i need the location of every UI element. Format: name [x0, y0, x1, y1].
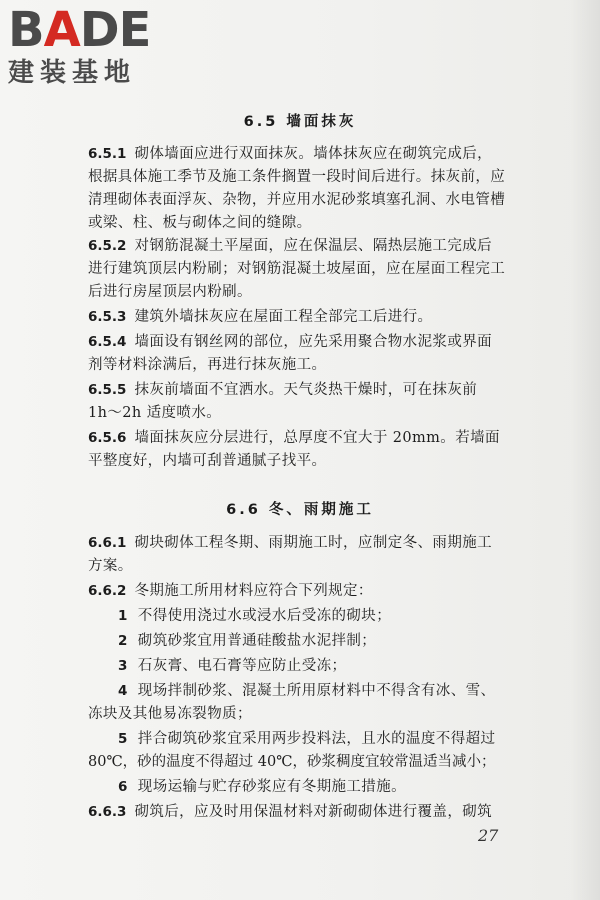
clause-number: 6.5.1 — [88, 146, 127, 162]
bade-logo — [8, 4, 178, 88]
text-line: 剂等材料涂满后，再进行抹灰施工。 — [88, 357, 327, 373]
list-item — [118, 605, 512, 627]
item-text: 砌筑砂浆宜用普通硅酸盐水泥拌制； — [137, 633, 377, 649]
clause-number: 6.5.6 — [88, 430, 127, 446]
logo-letter-b: B — [8, 2, 44, 58]
text-line: 清理砌体表面浮灰、杂物，并应用水泥砂浆填塞孔洞、水电管槽 — [88, 192, 506, 208]
clause-text: 砌体墙面应进行双面抹灰。墙体抹灰应在砌筑完成后， — [134, 146, 493, 162]
clause-text: 建筑外墙抹灰应在屋面工程全部完工后进行。 — [134, 309, 433, 325]
clause-number: 6.6.1 — [88, 535, 127, 551]
item-number: 1 — [118, 608, 128, 624]
clause-text: 砌块砌体工程冬期、雨期施工时，应制定冬、雨期施工 — [134, 535, 493, 551]
clause-number: 6.5.3 — [88, 309, 127, 325]
list-item — [118, 728, 512, 750]
item-text: 拌合砌筑砂浆宜采用两步投料法，且水的温度不得超过 — [137, 731, 496, 747]
clause-text: 墙面抹灰应分层进行，总厚度不宜大于 20mm。若墙面 — [134, 430, 500, 446]
text-line — [88, 532, 512, 554]
text-line: 或梁、柱、板与砌体之间的缝隙。 — [88, 215, 312, 231]
text-line: 后进行房屋顶层内粉刷。 — [88, 284, 252, 300]
text-line — [88, 306, 512, 328]
logo-wordmark — [8, 4, 178, 56]
clause-text: 抹灰前墙面不宜洒水。天气炎热干燥时，可在抹灰前 — [134, 382, 478, 398]
page-edge-shadow — [570, 0, 600, 900]
list-item — [118, 630, 512, 652]
logo-subtitle: 建装基地 — [8, 58, 137, 88]
clause-number: 6.6.3 — [88, 804, 127, 820]
clause-text: 砌筑后，应及时用保温材料对新砌砌体进行覆盖，砌筑 — [134, 804, 493, 820]
text-line: 80℃，砂的温度不得超过 40℃，砂浆稠度宜较常温适当减小； — [88, 754, 496, 770]
item-number: 6 — [118, 779, 128, 795]
text-line: 方案。 — [88, 558, 133, 574]
logo-letters-de: DE — [79, 2, 151, 58]
text-line — [88, 801, 512, 823]
text-line: 根据具体施工季节及施工条件搁置一段时间后进行。抹灰前，应 — [88, 169, 506, 185]
item-number: 4 — [118, 683, 128, 699]
clause-text: 对钢筋混凝土平屋面，应在保温层、隔热层施工完成后 — [134, 238, 493, 254]
clause-number: 6.5.5 — [88, 382, 127, 398]
text-line: 进行建筑顶层内粉刷；对钢筋混凝土坡屋面，应在屋面工程完工 — [88, 261, 506, 277]
section-heading-6-5: 6.5 墙面抹灰 — [243, 114, 357, 130]
item-number: 3 — [118, 658, 128, 674]
text-line: 1h～2h 适度喷水。 — [88, 405, 222, 421]
item-text: 不得使用浇过水或浸水后受冻的砌块； — [137, 608, 392, 624]
clause-text: 冬期施工所用材料应符合下列规定： — [134, 583, 373, 599]
text-line: 冻块及其他易冻裂物质； — [88, 706, 252, 722]
list-item — [118, 776, 512, 798]
text-line: 平整度好，内墙可刮普通腻子找平。 — [88, 453, 327, 469]
list-item — [118, 655, 512, 677]
text-line — [88, 235, 512, 257]
logo-letter-a: A — [43, 2, 80, 58]
clause-number: 6.5.4 — [88, 334, 127, 350]
text-line — [88, 427, 512, 449]
item-number: 5 — [118, 731, 128, 747]
text-line — [88, 331, 512, 353]
item-text: 石灰膏、电石膏等应防止受冻； — [137, 658, 347, 674]
section-heading-6-6: 6.6 冬、雨期施工 — [226, 502, 374, 518]
page-number: 27 — [478, 826, 499, 845]
clause-text: 墙面设有钢丝网的部位，应先采用聚合物水泥浆或界面 — [134, 334, 493, 350]
clause-number: 6.6.2 — [88, 583, 127, 599]
text-line — [88, 580, 512, 602]
list-item — [118, 680, 512, 702]
item-text: 现场拌制砂浆、混凝土所用原材料中不得含有冰、雪、 — [137, 683, 496, 699]
item-number: 2 — [118, 633, 128, 649]
item-text: 现场运输与贮存砂浆应有冬期施工措施。 — [137, 779, 406, 795]
text-line — [88, 143, 512, 165]
clause-number: 6.5.2 — [88, 238, 127, 254]
text-line — [88, 379, 512, 401]
